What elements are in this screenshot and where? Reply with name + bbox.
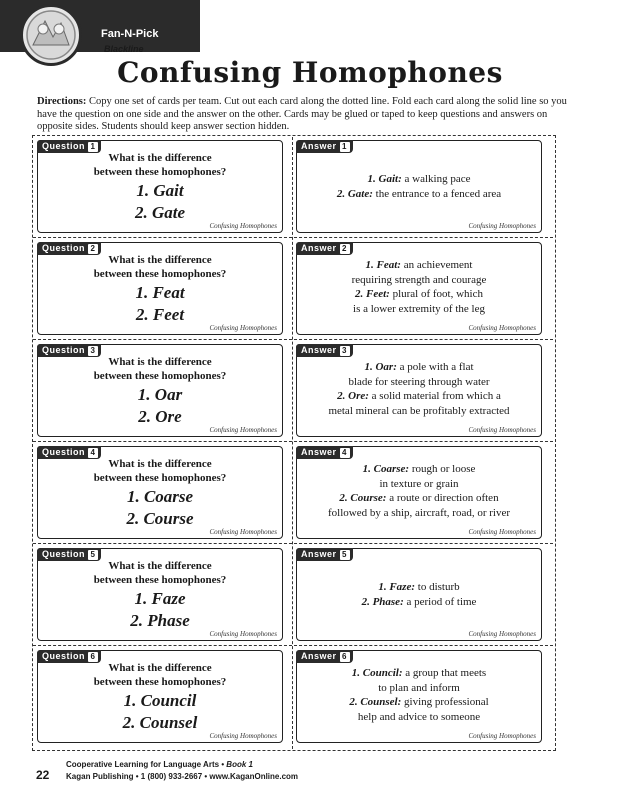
question-card — [37, 650, 283, 743]
answer-definition: a group that meets — [402, 667, 487, 679]
homophone-2: 2. Feet — [135, 305, 185, 324]
question-prompt — [58, 355, 262, 383]
directions-label: Directions: — [37, 96, 87, 107]
answer-definition: a pole with a flat — [396, 361, 474, 373]
answer-badge-label: Answer — [301, 243, 337, 253]
answer-definition: the entrance to a fenced area — [372, 187, 502, 200]
card-footer-label: Confusing Homophones — [468, 426, 536, 434]
question-card — [37, 140, 283, 233]
question-prompt-line: between these homophones? — [93, 166, 227, 178]
homophone-2: 2. Counsel — [122, 713, 198, 732]
answer-line — [307, 710, 531, 725]
activity-name: Fan-N-Pick — [101, 28, 159, 40]
question-card — [37, 344, 283, 437]
answer-number: 6 — [340, 652, 350, 662]
answer-term: 1. Faze: — [378, 581, 416, 593]
answer-line — [307, 404, 531, 419]
answer-card — [296, 242, 542, 335]
question-prompt-line: What is the difference — [108, 356, 212, 368]
answer-line — [307, 375, 531, 390]
answer-line — [307, 287, 531, 302]
homophone-2: 2. Gate — [134, 203, 186, 222]
page-title: Confusing Homophones — [117, 56, 503, 89]
answer-definition: an achievement — [400, 259, 473, 271]
answer-number: 4 — [340, 448, 350, 458]
answer-definition: giving professional — [401, 696, 489, 708]
answer-badge — [296, 548, 353, 561]
horizontal-cut-line — [33, 237, 553, 238]
book-volume: • Book 1 — [219, 760, 253, 769]
answer-badge — [296, 344, 353, 357]
homophone-1: 1. Feat — [135, 283, 185, 302]
answer-term: 2. Phase: — [361, 595, 404, 608]
question-number: 1 — [88, 142, 98, 152]
question-prompt-line: between these homophones? — [93, 268, 227, 280]
answer-card — [296, 344, 542, 437]
answer-text — [307, 462, 531, 520]
homophone-2: 2. Course — [126, 509, 194, 528]
answer-term: 2. Course: — [339, 492, 387, 504]
answer-number: 1 — [340, 142, 350, 152]
answer-term: 1. Council: — [351, 667, 403, 679]
answer-badge-label: Answer — [301, 141, 337, 151]
answer-term: 2. Ore: — [337, 390, 369, 402]
answer-text — [307, 360, 531, 418]
directions — [37, 96, 582, 134]
question-prompt — [58, 559, 262, 587]
answer-card — [296, 548, 542, 641]
question-prompt-line: between these homophones? — [93, 676, 227, 688]
answer-line — [307, 666, 531, 681]
answer-line — [307, 302, 531, 317]
question-prompt-line: between these homophones? — [93, 574, 227, 586]
question-prompt — [58, 151, 262, 179]
answer-line — [307, 506, 531, 521]
question-prompt-line: What is the difference — [108, 254, 212, 266]
answer-definition: in texture or grain — [379, 477, 459, 490]
question-prompt-line: What is the difference — [108, 458, 212, 470]
answer-definition: a solid material from which a — [368, 390, 501, 402]
answer-definition: to plan and inform — [378, 681, 460, 694]
answer-line — [307, 273, 531, 288]
question-badge-label: Question — [42, 447, 86, 457]
header-tab — [0, 0, 200, 52]
vertical-cut-line — [292, 137, 293, 749]
homophone-1: 1. Oar — [137, 385, 183, 404]
answer-definition: to disturb — [415, 581, 460, 593]
card-footer-label: Confusing Homophones — [468, 222, 536, 230]
answer-text — [307, 172, 531, 201]
answer-term: 1. Oar: — [364, 361, 397, 373]
question-prompt-line: between these homophones? — [93, 370, 227, 382]
card-footer-label: Confusing Homophones — [468, 528, 536, 536]
question-number: 6 — [88, 652, 98, 662]
homophone-1: 1. Coarse — [126, 487, 194, 506]
blackline-label: Blackline — [104, 44, 144, 54]
answer-term: 1. Coarse: — [362, 463, 410, 475]
answer-definition: blade for steering through water — [348, 375, 490, 388]
question-card — [37, 548, 283, 641]
answer-badge — [296, 242, 353, 255]
card-footer-label: Confusing Homophones — [209, 528, 277, 536]
answer-definition: a walking pace — [401, 173, 471, 185]
card-footer-label: Confusing Homophones — [209, 324, 277, 332]
book-title-line — [66, 760, 253, 769]
question-badge-label: Question — [42, 651, 86, 661]
card-footer-label: Confusing Homophones — [209, 222, 277, 230]
answer-text — [307, 258, 531, 316]
answer-text — [307, 580, 531, 609]
card-footer-label: Confusing Homophones — [209, 630, 277, 638]
question-badge-label: Question — [42, 243, 86, 253]
question-prompt — [58, 457, 262, 485]
answer-number: 5 — [340, 550, 350, 560]
answer-line — [307, 595, 531, 610]
homophone-2: 2. Phase — [130, 611, 190, 630]
answer-line — [307, 462, 531, 477]
answer-badge-label: Answer — [301, 651, 337, 661]
answer-definition: a route or direction often — [386, 492, 499, 504]
answer-definition: followed by a ship, aircraft, road, or river — [327, 506, 511, 519]
answer-number: 2 — [340, 244, 350, 254]
question-number: 4 — [88, 448, 98, 458]
directions-text: Copy one set of cards per team. Cut out each card along the dotted line. Fold each card along the solid line so you have the question on one side and the answer on the other. Cards may be glued or taped to keep questions and answers on opposite sides. Students should keep answer section hidden. — [37, 96, 567, 132]
answer-card — [296, 140, 542, 233]
book-title: Cooperative Learning for Language Arts — [66, 760, 220, 769]
question-prompt-line: What is the difference — [108, 662, 212, 674]
question-badge-label: Question — [42, 345, 86, 355]
question-prompt — [58, 661, 262, 689]
answer-line — [307, 187, 531, 202]
answer-line — [307, 360, 531, 375]
answer-definition: a period of time — [403, 595, 477, 608]
homophone-2: 2. Ore — [138, 407, 182, 426]
question-number: 5 — [88, 550, 98, 560]
answer-term: 1. Gait: — [367, 173, 402, 185]
card-footer-label: Confusing Homophones — [209, 426, 277, 434]
publisher-line: Kagan Publishing • 1 (800) 933-2667 • www.KaganOnline.com — [66, 772, 299, 781]
answer-badge-label: Answer — [301, 447, 337, 457]
page-number: 22 — [36, 768, 50, 782]
answer-term: 2. Counsel: — [349, 696, 402, 708]
answer-term: 1. Feat: — [365, 259, 401, 271]
answer-definition: help and advice to someone — [357, 710, 481, 723]
horizontal-cut-line — [33, 339, 553, 340]
question-card — [37, 242, 283, 335]
question-badge-label: Question — [42, 141, 86, 151]
horizontal-cut-line — [33, 441, 553, 442]
answer-badge — [296, 140, 353, 153]
card-footer-label: Confusing Homophones — [468, 732, 536, 740]
question-number: 3 — [88, 346, 98, 356]
card-footer-label: Confusing Homophones — [209, 732, 277, 740]
answer-term: 2. Feet: — [354, 288, 390, 300]
question-prompt-line: What is the difference — [108, 560, 212, 572]
answer-line — [307, 491, 531, 506]
question-prompt — [58, 253, 262, 281]
answer-line — [307, 681, 531, 696]
answer-definition: is a lower extremity of the leg — [353, 302, 485, 315]
answer-number: 3 — [340, 346, 350, 356]
answer-definition: metal mineral can be profitably extracted — [328, 404, 510, 417]
answer-line — [307, 477, 531, 492]
answer-card — [296, 446, 542, 539]
question-badge-label: Question — [42, 549, 86, 559]
answer-line — [307, 695, 531, 710]
question-number: 2 — [88, 244, 98, 254]
question-prompt-line: What is the difference — [108, 152, 212, 164]
answer-definition: requiring strength and courage — [351, 273, 487, 286]
answer-badge — [296, 650, 353, 663]
answer-card — [296, 650, 542, 743]
answer-definition: plural of foot, which — [389, 288, 483, 300]
answer-badge — [296, 446, 353, 459]
answer-definition: rough or loose — [409, 463, 476, 475]
answer-text — [307, 666, 531, 724]
answer-line — [307, 172, 531, 187]
homophone-1: 1. Faze — [134, 589, 186, 608]
horizontal-cut-line — [33, 645, 553, 646]
horizontal-cut-line — [33, 543, 553, 544]
card-footer-label: Confusing Homophones — [468, 630, 536, 638]
card-footer-label: Confusing Homophones — [468, 324, 536, 332]
question-prompt-line: between these homophones? — [93, 472, 227, 484]
homophone-1: 1. Gait — [136, 181, 184, 200]
homophone-1: 1. Council — [123, 691, 197, 710]
answer-line — [307, 258, 531, 273]
answer-term: 2. Gate: — [336, 187, 373, 200]
question-card — [37, 446, 283, 539]
answer-badge-label: Answer — [301, 549, 337, 559]
answer-line — [307, 580, 531, 595]
answer-badge-label: Answer — [301, 345, 337, 355]
answer-line — [307, 389, 531, 404]
